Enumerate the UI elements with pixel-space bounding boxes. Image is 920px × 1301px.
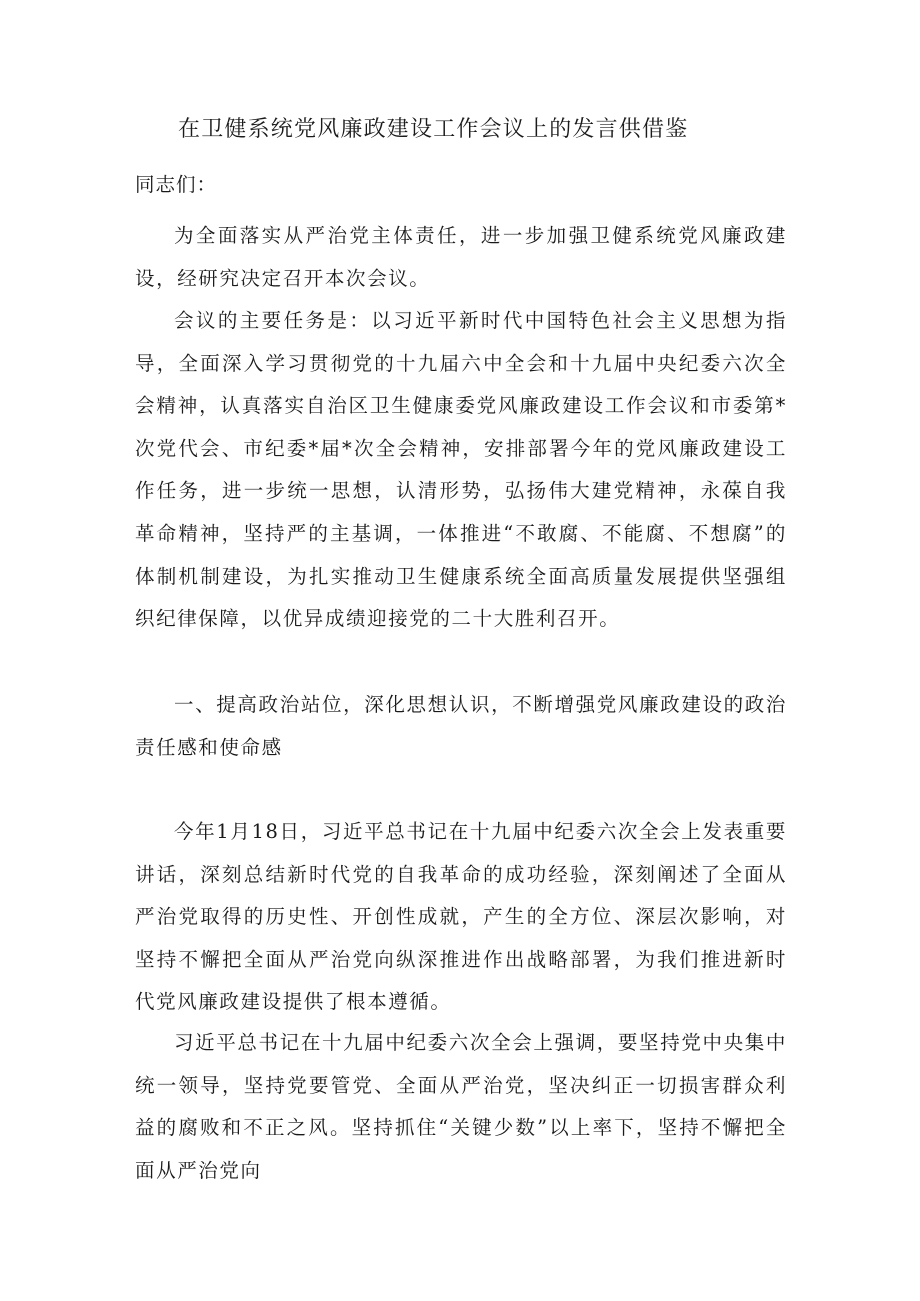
paragraph-purpose: 为全面落实从严治党主体责任，进一步加强卫健系统党风廉政建设，经研究决定召开本次会议。 <box>135 224 787 290</box>
paragraph-speech-summary: 今年1月18日，习近平总书记在十九届中纪委六次全会上发表重要讲话，深刻总结新时代党的自我革命的成功经验，深刻阐述了全面从严治党取得的历史性、开创性成就，产生的全方位、深层次影响，对坚持不懈把全面从严治党向纵深推进作出战略部署，为我们推进新时代党风廉政建设提供了根本遵循。 <box>135 820 787 1014</box>
section-heading-one: 一、提高政治站位，深化思想认识，不断增强党风廉政建设的政治责任感和使命感 <box>135 693 787 759</box>
paragraph-main-task: 会议的主要任务是：以习近平新时代中国特色社会主义思想为指导，全面深入学习贯彻党的十九届六中全会和十九届中央纪委六次全会精神，认真落实自治区卫生健康委党风廉政建设工作会议和市委第*次党代会、市纪委*届*次全会精神，安排部署今年的党风廉政建设工作任务，进一步统一思想，认清形势，弘扬伟大建党精神，永葆自我革命精神，坚持严的主基调，一体推进“不敢腐、不能腐、不想腐”的体制机制建设，为扎实推动卫生健康系统全面高质量发展提供坚强组织纪律保障，以优异成绩迎接党的二十大胜利召开。 <box>135 309 787 631</box>
document-title: 在卫健系统党风廉政建设工作会议上的发言供借鉴 <box>178 117 689 142</box>
paragraph-speech-emphasis: 习近平总书记在十九届中纪委六次全会上强调，要坚持党中央集中统一领导，坚持党要管党、全面从严治党，坚决纠正一切损害群众利益的腐败和不正之风。坚持抓住“关键少数”以上率下，坚持不懈把全面从严治党向 <box>135 1031 787 1182</box>
greeting: 同志们： <box>135 173 218 196</box>
